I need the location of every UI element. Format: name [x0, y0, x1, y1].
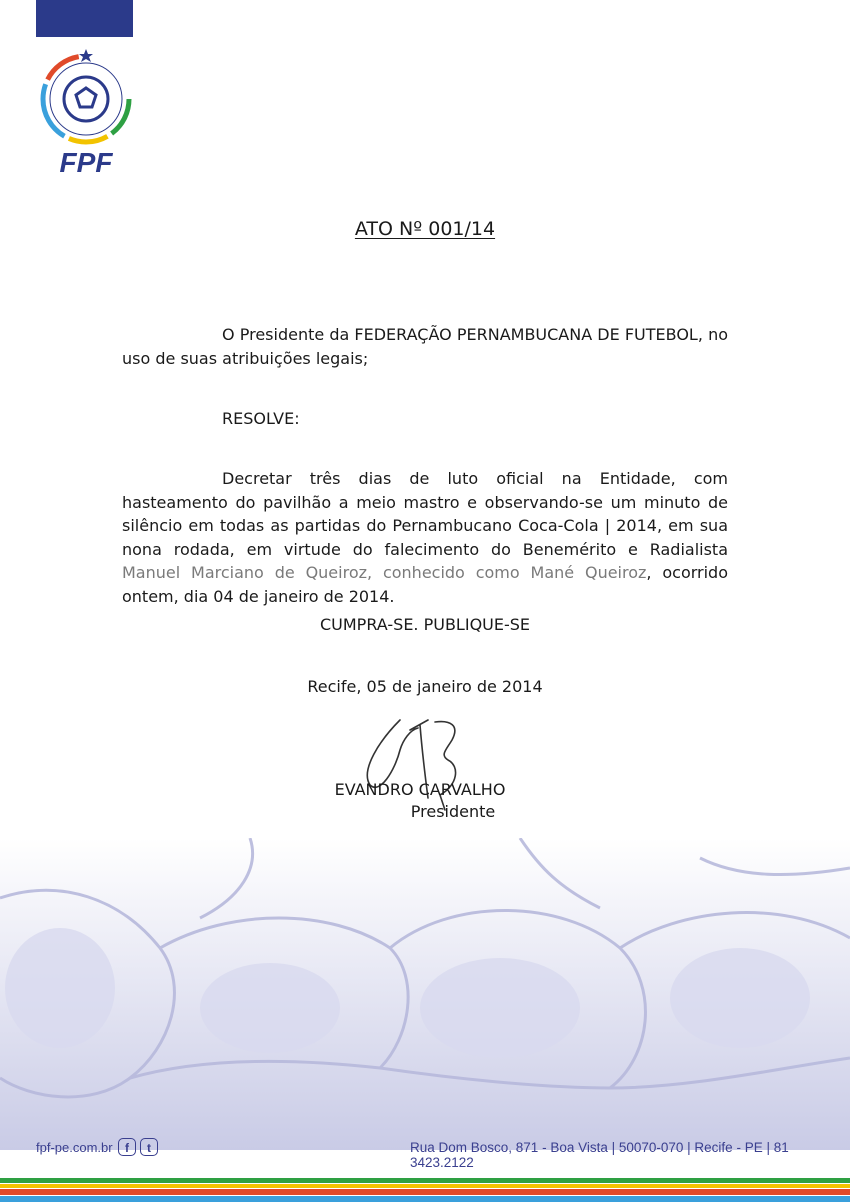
signer-role: Presidente: [410, 802, 496, 821]
decree-paragraph: [122, 467, 728, 608]
place-date: Recife, 05 de janeiro de 2014: [307, 677, 543, 696]
closing-formula: CUMPRA-SE. PUBLIQUE-SE: [319, 615, 531, 634]
document-title: ATO Nº 001/14: [354, 218, 496, 240]
twitter-icon[interactable]: t: [140, 1138, 158, 1156]
football-background: [0, 838, 850, 1150]
intro-paragraph: [122, 323, 728, 370]
footer-color-stripes: [0, 1176, 850, 1202]
intro-text: O Presidente da FEDERAÇÃO PERNAMBUCANA DE FUTEBOL, no uso de suas atribuições legais;: [122, 325, 728, 368]
logo-text: FPF: [59, 147, 113, 178]
decree-text-1: Decretar três dias de luto oficial na Entidade, com hasteamento do pavilhão a meio mastro e observando-se um minuto de silêncio em todas as partidas do Pernambucano Coca-Cola | 2014, em sua nona rodada, em virtude do falecimento do Benemérito e Radialista: [122, 469, 728, 559]
fpf-logo: [30, 44, 142, 179]
resolve-text: RESOLVE:: [222, 409, 300, 428]
decree-text-2: , ocorrido ontem, dia 04 de janeiro de 2014.: [122, 563, 729, 606]
footer-address: Rua Dom Bosco, 871 - Boa Vista | 50070-070 | Recife - PE | 81 3423.2122: [410, 1140, 789, 1170]
deceased-name: Manuel Marciano de Queiroz, conhecido como Mané Queiroz: [122, 563, 647, 582]
signer-name: EVANDRO CARVALHO: [334, 780, 506, 799]
facebook-icon[interactable]: f: [118, 1138, 136, 1156]
resolve-heading: [122, 407, 728, 431]
footer-website[interactable]: fpf-pe.com.br: [36, 1140, 113, 1155]
header-bar: [36, 0, 133, 37]
